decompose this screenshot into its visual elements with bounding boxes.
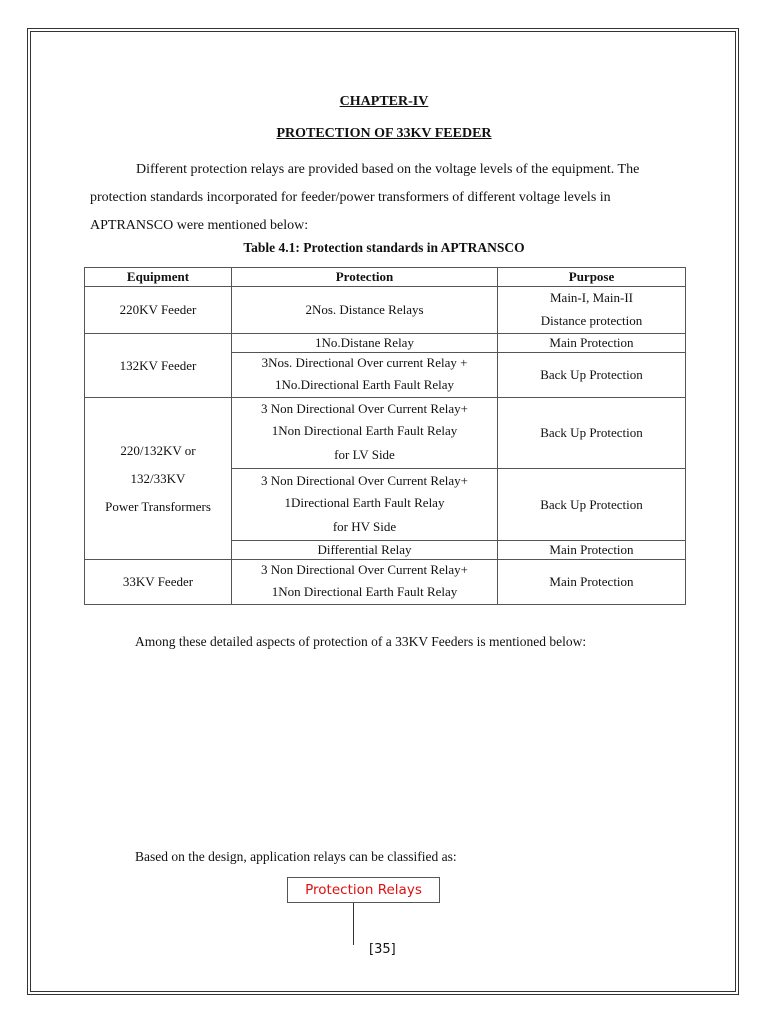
protection-relays-node: Protection Relays xyxy=(287,877,440,903)
equipment-line: 132/33KV xyxy=(130,470,186,486)
purpose-cell: Main Protection xyxy=(498,560,686,605)
protection-line: for HV Side xyxy=(332,518,397,534)
header-protection: Protection xyxy=(232,268,498,287)
intro-paragraph: Different protection relays are provided based on the voltage levels of the equipment. The protection standards incorporated for feeder/power transformers of different voltage levels in APTRANSCO were mentioned below: xyxy=(90,162,640,233)
purpose-line: Main-I, Main-II xyxy=(549,290,634,305)
protection-cell xyxy=(232,353,498,398)
table-row xyxy=(85,398,686,469)
protection-line: for LV Side xyxy=(334,447,395,462)
protection-standards-table xyxy=(84,267,686,605)
protection-cell xyxy=(232,469,498,541)
protection-line: 3 Non Directional Over Current Relay+ xyxy=(261,401,468,416)
equipment-line: Power Transformers xyxy=(105,498,211,514)
purpose-cell: Back Up Protection xyxy=(498,353,686,398)
chapter-heading: CHAPTER-IV xyxy=(339,94,429,109)
header-purpose: Purpose xyxy=(498,268,686,287)
purpose-cell: Back Up Protection xyxy=(498,469,686,541)
table-row xyxy=(85,287,686,334)
protection-cell xyxy=(232,398,498,469)
equipment-cell: 33KV Feeder xyxy=(85,560,232,605)
equipment-cell: 220KV Feeder xyxy=(85,287,232,334)
table-caption: Table 4.1: Protection standards in APTRANSCO xyxy=(243,240,525,255)
purpose-cell: Main Protection xyxy=(498,334,686,353)
purpose-line: Distance protection xyxy=(540,313,643,328)
protection-line: 3Nos. Directional Over current Relay + xyxy=(261,355,468,370)
page-number: [35] xyxy=(369,942,396,957)
equipment-line: 220/132KV or xyxy=(120,442,196,458)
protection-cell xyxy=(232,560,498,605)
protection-cell: Differential Relay xyxy=(232,541,498,560)
table-row xyxy=(85,560,686,605)
purpose-cell: Main Protection xyxy=(498,541,686,560)
diagram-connector-line xyxy=(353,903,354,945)
protection-cell: 1No.Distane Relay xyxy=(232,334,498,353)
protection-cell: 2Nos. Distance Relays xyxy=(232,287,498,334)
equipment-cell: 132KV Feeder xyxy=(85,334,232,398)
header-equipment: Equipment xyxy=(85,268,232,287)
purpose-cell xyxy=(498,287,686,334)
classification-paragraph: Based on the design, application relays can be classified as: xyxy=(135,849,457,864)
table-header-row xyxy=(85,268,686,287)
purpose-cell: Back Up Protection xyxy=(498,398,686,469)
among-paragraph: Among these detailed aspects of protection of a 33KV Feeders is mentioned below: xyxy=(135,634,587,649)
protection-line: 1Non Directional Earth Fault Relay xyxy=(271,423,458,438)
table-row xyxy=(85,334,686,353)
section-title: PROTECTION OF 33KV FEEDER xyxy=(276,126,492,141)
protection-line: 1No.Directional Earth Fault Relay xyxy=(274,377,455,392)
protection-line: 3 Non Directional Over Current Relay+ xyxy=(261,472,468,488)
protection-line: 1Directional Earth Fault Relay xyxy=(284,494,445,510)
equipment-cell xyxy=(85,398,232,560)
protection-line: 3 Non Directional Over Current Relay+ xyxy=(261,562,468,577)
protection-line: 1Non Directional Earth Fault Relay xyxy=(271,584,458,599)
